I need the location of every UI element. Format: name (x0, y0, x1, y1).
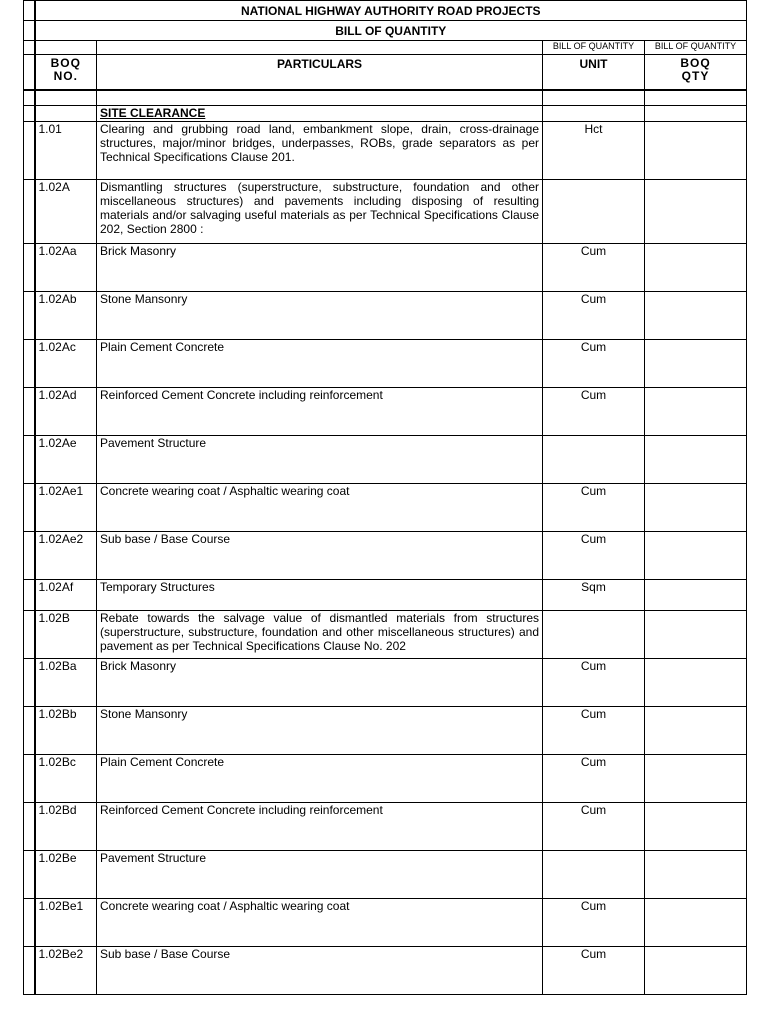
spacer-cell (97, 90, 543, 106)
table-row (24, 340, 747, 388)
particulars-cell: Concrete wearing coat / Asphaltic wearing coat (97, 899, 543, 947)
boq-no-cell: 1.01 (35, 122, 97, 180)
boq-table (23, 0, 747, 995)
section-empty-cell (543, 106, 645, 122)
unit-caption: BILL OF QUANTITY (543, 41, 645, 55)
qty-cell (645, 340, 747, 388)
unit-cell: Cum (543, 244, 645, 292)
row-gutter (24, 611, 35, 659)
boq-no-cell: 1.02Ab (35, 292, 97, 340)
boq-no-cell: 1.02Be (35, 851, 97, 899)
particulars-cell: Stone Mansonry (97, 292, 543, 340)
boq-no-cell: 1.02B (35, 611, 97, 659)
particulars-cell: Pavement Structure (97, 436, 543, 484)
row-gutter (24, 41, 35, 55)
table-row (24, 803, 747, 851)
spacer-cell (35, 90, 97, 106)
unit-cell: Cum (543, 899, 645, 947)
col-header-unit: UNIT (543, 55, 645, 90)
page-title: NATIONAL HIGHWAY AUTHORITY ROAD PROJECTS (35, 1, 747, 21)
row-gutter (24, 532, 35, 580)
col-header-qty-line1: BOQ (680, 56, 711, 70)
row-gutter (24, 122, 35, 180)
row-gutter (24, 180, 35, 244)
table-row (24, 244, 747, 292)
particulars-cell: Plain Cement Concrete (97, 755, 543, 803)
particulars-cell: Reinforced Cement Concrete including reinforcement (97, 803, 543, 851)
qty-cell (645, 899, 747, 947)
particulars-cell: Brick Masonry (97, 244, 543, 292)
boq-no-cell: 1.02Ad (35, 388, 97, 436)
title-row (24, 1, 747, 21)
col-header-qty-line2: QTY (681, 69, 710, 83)
qty-cell (645, 707, 747, 755)
particulars-cell: Dismantling structures (superstructure, substructure, foundation and other miscellaneous structures) and pavements including disposing of resulting materials and/or salvaging useful materials as per Technical Specifications Clause 202, Section 2800 : (97, 180, 543, 244)
table-row (24, 947, 747, 995)
qty-cell (645, 755, 747, 803)
row-gutter (24, 21, 35, 41)
row-gutter (24, 292, 35, 340)
qty-cell (645, 436, 747, 484)
unit-cell: Cum (543, 707, 645, 755)
boq-no-cell: 1.02A (35, 180, 97, 244)
caption-empty-cell (35, 41, 97, 55)
particulars-cell: Rebate towards the salvage value of dismantled materials from structures (superstructure, substructure, foundation and other miscellaneous structures) and pavement as per Technical Specifications Clause No. 202 (97, 611, 543, 659)
page-subtitle: BILL OF QUANTITY (35, 21, 747, 41)
section-empty-cell (645, 106, 747, 122)
table-row (24, 580, 747, 611)
boq-no-cell: 1.02Be2 (35, 947, 97, 995)
table-row (24, 532, 747, 580)
col-header-particulars: PARTICULARS (97, 55, 543, 90)
boq-no-cell: 1.02Ae1 (35, 484, 97, 532)
boq-no-cell: 1.02Ba (35, 659, 97, 707)
table-row (24, 659, 747, 707)
col-header-boq-no-line1: BOQ (50, 56, 81, 70)
section-title-cell (97, 106, 543, 122)
boq-no-cell: 1.02Af (35, 580, 97, 611)
particulars-cell: Concrete wearing coat / Asphaltic wearing coat (97, 484, 543, 532)
row-gutter (24, 484, 35, 532)
unit-cell: Cum (543, 532, 645, 580)
row-gutter (24, 580, 35, 611)
qty-cell (645, 122, 747, 180)
col-header-boq-no-line2: NO. (53, 69, 78, 83)
table-row (24, 899, 747, 947)
boq-no-cell: 1.02Bb (35, 707, 97, 755)
particulars-cell: Plain Cement Concrete (97, 340, 543, 388)
particulars-cell: Pavement Structure (97, 851, 543, 899)
row-gutter (24, 55, 35, 90)
particulars-cell: Brick Masonry (97, 659, 543, 707)
row-gutter (24, 899, 35, 947)
row-gutter (24, 755, 35, 803)
spacer-row (24, 90, 747, 106)
row-gutter (24, 851, 35, 899)
spacer-cell (543, 90, 645, 106)
boq-no-cell: 1.02Ae (35, 436, 97, 484)
row-gutter (24, 436, 35, 484)
qty-cell (645, 532, 747, 580)
table-row (24, 388, 747, 436)
section-empty-cell (35, 106, 97, 122)
section-row (24, 106, 747, 122)
table-row (24, 484, 747, 532)
table-row (24, 180, 747, 244)
row-gutter (24, 707, 35, 755)
table-row (24, 122, 747, 180)
qty-cell (645, 292, 747, 340)
unit-cell: Sqm (543, 580, 645, 611)
boq-no-cell: 1.02Bc (35, 755, 97, 803)
col-header-qty (645, 55, 747, 90)
particulars-cell: Temporary Structures (97, 580, 543, 611)
particulars-cell: Clearing and grubbing road land, embankment slope, drain, cross-drainage structures, major/minor bridges, underpasses, ROBs, grade separators as per Technical Specifications Clause 201. (97, 122, 543, 180)
boq-no-cell: 1.02Bd (35, 803, 97, 851)
qty-cell (645, 851, 747, 899)
col-header-boq-no (35, 55, 97, 90)
unit-cell: Hct (543, 122, 645, 180)
row-gutter (24, 803, 35, 851)
table-row (24, 851, 747, 899)
particulars-cell: Stone Mansonry (97, 707, 543, 755)
qty-cell (645, 484, 747, 532)
particulars-cell: Sub base / Base Course (97, 947, 543, 995)
caption-row (24, 41, 747, 55)
table-row (24, 611, 747, 659)
qty-cell (645, 659, 747, 707)
row-gutter (24, 659, 35, 707)
unit-cell (543, 180, 645, 244)
particulars-cell: Reinforced Cement Concrete including reinforcement (97, 388, 543, 436)
unit-cell: Cum (543, 292, 645, 340)
unit-cell: Cum (543, 484, 645, 532)
qty-caption: BILL OF QUANTITY (645, 41, 747, 55)
unit-cell (543, 851, 645, 899)
boq-no-cell: 1.02Ac (35, 340, 97, 388)
unit-cell: Cum (543, 659, 645, 707)
unit-cell: Cum (543, 340, 645, 388)
unit-cell (543, 611, 645, 659)
column-header-row (24, 55, 747, 90)
boq-no-cell: 1.02Ae2 (35, 532, 97, 580)
row-gutter (24, 388, 35, 436)
caption-empty-cell (97, 41, 543, 55)
qty-cell (645, 180, 747, 244)
unit-cell: Cum (543, 803, 645, 851)
section-title: SITE CLEARANCE (100, 106, 206, 120)
boq-no-cell: 1.02Aa (35, 244, 97, 292)
row-gutter (24, 106, 35, 122)
qty-cell (645, 947, 747, 995)
qty-cell (645, 388, 747, 436)
subtitle-row (24, 21, 747, 41)
table-row (24, 436, 747, 484)
unit-cell: Cum (543, 755, 645, 803)
boq-no-cell: 1.02Be1 (35, 899, 97, 947)
table-row (24, 707, 747, 755)
table-row (24, 292, 747, 340)
unit-cell (543, 436, 645, 484)
spacer-cell (645, 90, 747, 106)
row-gutter (24, 90, 35, 106)
particulars-cell: Sub base / Base Course (97, 532, 543, 580)
qty-cell (645, 611, 747, 659)
row-gutter (24, 1, 35, 21)
row-gutter (24, 340, 35, 388)
table-row (24, 755, 747, 803)
row-gutter (24, 244, 35, 292)
unit-cell: Cum (543, 947, 645, 995)
row-gutter (24, 947, 35, 995)
qty-cell (645, 803, 747, 851)
unit-cell: Cum (543, 388, 645, 436)
qty-cell (645, 580, 747, 611)
qty-cell (645, 244, 747, 292)
